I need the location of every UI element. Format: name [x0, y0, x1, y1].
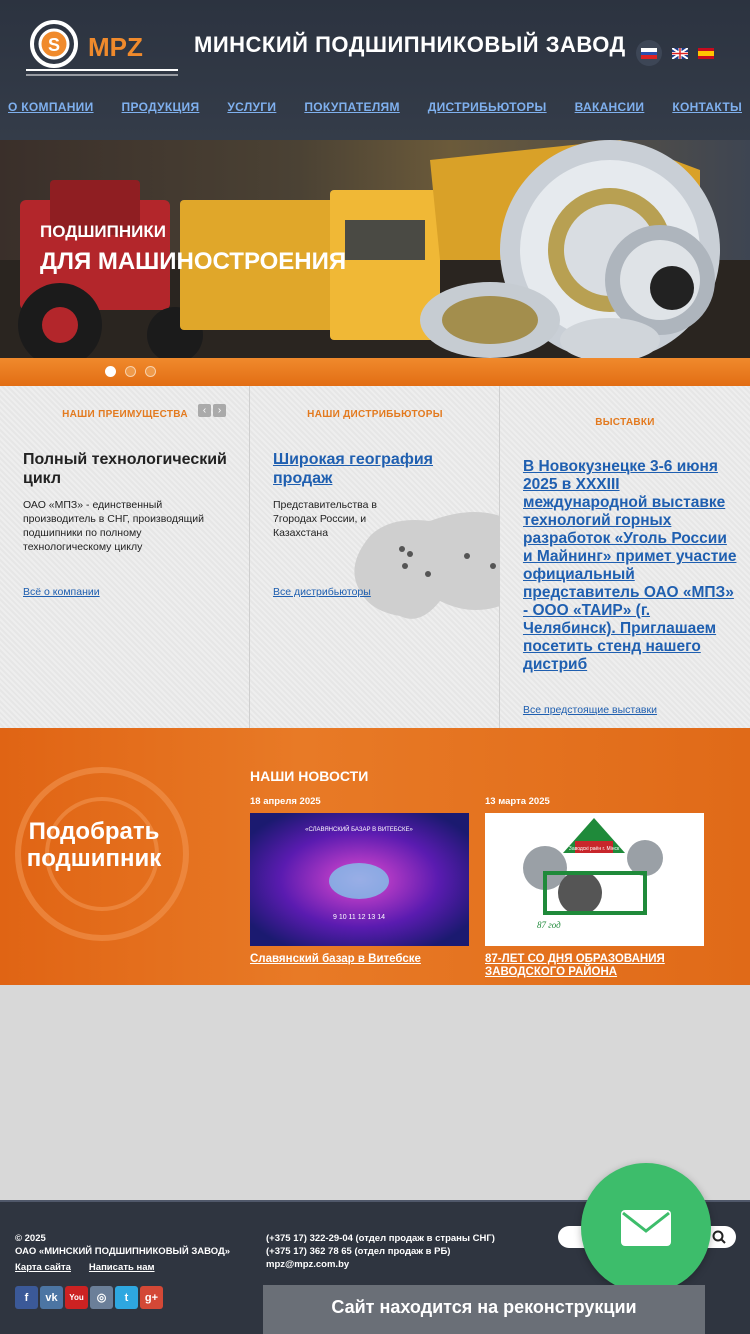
chevron-right-icon[interactable]: › [213, 404, 226, 417]
slider-dot-1[interactable] [105, 366, 116, 377]
logo-text: MPZ [88, 32, 143, 62]
youtube-icon[interactable]: You [65, 1286, 88, 1309]
hero-banner[interactable] [0, 140, 750, 358]
company-name: ОАО «МИНСКИЙ ПОДШИПНИКОВЫЙ ЗАВОД» [15, 1246, 231, 1257]
slider-dot-2[interactable] [125, 366, 136, 377]
lang-ru[interactable] [636, 40, 662, 66]
contact-mail-button[interactable] [581, 1163, 711, 1293]
expo-headline-link[interactable]: В Новокузнецке 3-6 июня 2025 в XXXIII международной выставке технологий горных разработок «Уголь России и Майнинг» примет участие официальный представитель ОАО «МПЗ» - ООО «ТАИР» (г. Челябинск). Приглашаем посетить стенд нашего дистриб [523, 458, 737, 673]
site-title: МИНСКИЙ ПОДШИПНИКОВЫЙ ЗАВОД [194, 32, 626, 57]
nav-about[interactable]: О КОМПАНИИ [8, 100, 94, 114]
expos-link[interactable]: Все предстоящие выставки [523, 704, 657, 716]
news-date: 13 марта 2025 [485, 796, 550, 807]
advantages-tab: НАШИ ПРЕИМУЩЕСТВА [62, 409, 188, 420]
google-plus-icon[interactable]: g+ [140, 1286, 163, 1309]
distributors-column [250, 386, 500, 728]
instagram-icon[interactable]: ◎ [90, 1286, 113, 1309]
main-nav [0, 100, 750, 114]
footer-contacts [266, 1232, 495, 1271]
slider-controls [0, 358, 750, 386]
news-heading: НАШИ НОВОСТИ [250, 768, 369, 784]
news-image-anniversary: 87 год [537, 920, 561, 930]
phone-cis: (+375 17) 322-29-04 (отдел продаж в страны СНГ) [266, 1233, 495, 1244]
pick-bearing-button[interactable] [14, 818, 174, 872]
advantages-column [0, 386, 250, 728]
pick-label-1: Подобрать [28, 818, 160, 845]
news-date: 18 апреля 2025 [250, 796, 321, 807]
expos-tab: ВЫСТАВКИ [595, 417, 655, 428]
nav-services[interactable]: УСЛУГИ [227, 100, 277, 114]
news-image-caption: «СЛАВЯНСКИЙ БАЗАР В ВИТЕБСКЕ» [305, 827, 413, 833]
news-image[interactable] [485, 813, 704, 946]
news-image-caption: Заводскі раён г. Мінск [568, 846, 620, 852]
vk-icon[interactable]: vk [40, 1286, 63, 1309]
footer-company [15, 1232, 230, 1274]
flag-ru-icon [641, 48, 657, 59]
phone-rb: (+375 17) 362 78 65 (отдел продаж в РБ) [266, 1246, 451, 1257]
reconstruction-notice: Сайт находится на реконструкции [263, 1285, 705, 1334]
banner-subtitle: ПОДШИПНИКИ [40, 222, 166, 241]
language-switcher [636, 40, 714, 66]
email-link[interactable]: mpz@mpz.com.by [266, 1259, 350, 1270]
nav-vacancies[interactable]: ВАКАНСИИ [574, 100, 645, 114]
news-item [485, 796, 705, 979]
news-section [0, 728, 750, 985]
advantages-pager [198, 404, 226, 417]
info-columns [0, 386, 750, 728]
advantages-heading: Полный технологический цикл [23, 451, 227, 487]
write-us-link[interactable]: Написать нам [88, 1262, 155, 1273]
flag-en-icon[interactable] [672, 48, 688, 59]
chevron-left-icon[interactable]: ‹ [198, 404, 211, 417]
banner-title: ДЛЯ МАШИНОСТРОЕНИЯ [40, 248, 347, 275]
logo[interactable] [24, 18, 180, 78]
distributors-tab: НАШИ ДИСТРИБЬЮТОРЫ [307, 409, 443, 420]
facebook-icon[interactable]: f [15, 1286, 38, 1309]
distributors-heading[interactable]: Широкая география продаж [273, 451, 433, 487]
news-title-link[interactable]: Славянский базар в Витебске [250, 953, 421, 965]
news-title-link[interactable]: 87-ЛЕТ СО ДНЯ ОБРАЗОВАНИЯ ЗАВОДСКОГО РАЙОНА [485, 953, 665, 978]
nav-contacts[interactable]: КОНТАКТЫ [672, 100, 742, 114]
twitter-icon[interactable]: t [115, 1286, 138, 1309]
pick-label-2: подшипник [26, 845, 162, 872]
svg-text:S: S [48, 35, 61, 55]
news-image[interactable] [250, 813, 469, 946]
expos-column [500, 386, 750, 728]
nav-buyers[interactable]: ПОКУПАТЕЛЯМ [304, 100, 400, 114]
flag-es-icon[interactable] [698, 48, 714, 59]
site-header [0, 0, 750, 140]
social-links [15, 1286, 163, 1309]
advantages-text: ОАО «МПЗ» - единственный производитель в СНГ, производящий подшипники по полному технологическому циклу [23, 499, 204, 553]
news-image-dates: 9 10 11 12 13 14 [332, 914, 386, 921]
copyright: © 2025 [15, 1233, 46, 1244]
news-item [250, 796, 470, 966]
mail-icon [620, 1209, 672, 1247]
about-link[interactable]: Всё о компании [23, 586, 100, 598]
sitemap-link[interactable]: Карта сайта [15, 1262, 71, 1273]
nav-distributors[interactable]: ДИСТРИБЬЮТОРЫ [427, 100, 547, 114]
nav-products[interactable]: ПРОДУКЦИЯ [121, 100, 200, 114]
distributors-text: Представительства в 7городах России, и Казахстана [273, 499, 377, 539]
search-icon[interactable] [712, 1230, 726, 1244]
slider-dot-3[interactable] [145, 366, 156, 377]
distributors-link[interactable]: Все дистрибьюторы [273, 586, 371, 598]
